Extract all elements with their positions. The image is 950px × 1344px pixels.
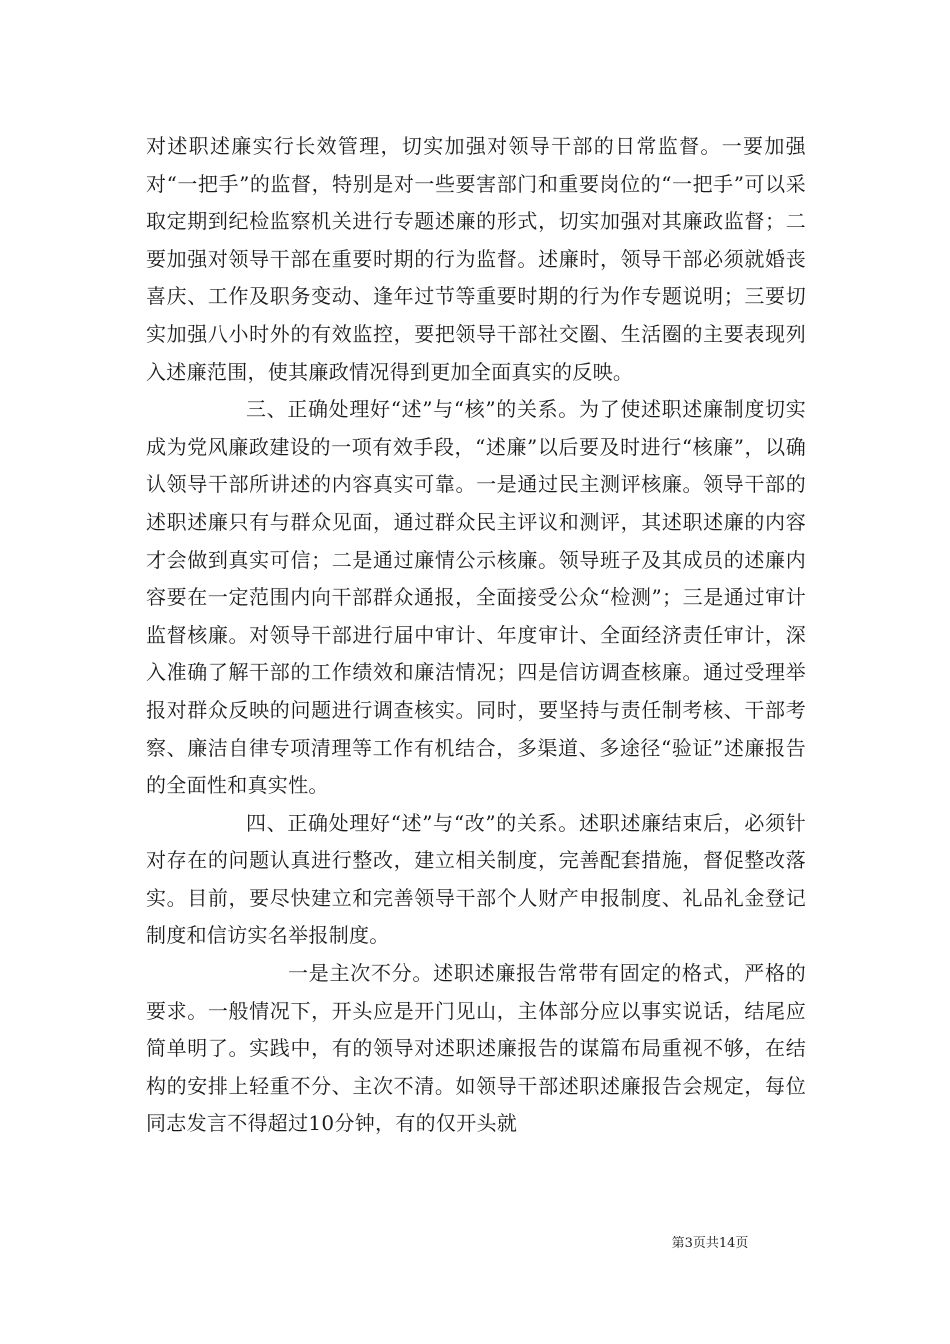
paragraph-section-three: 三、正确处理好“述”与“核”的关系。为了使述职述廉制度切实成为党风廉政建设的一项有效手段，“述廉”以后要及时进行“核廉”，以确认领导干部所讲述的内容真实可靠。一是通过民主测评核廉。领导干部的述职述廉只有与群众见面，通过群众民主评议和测评，其述职述廉的内容才会做到真实可信；二是通过廉情公示核廉。领导班子及其成员的述廉内容要在一定范围内向干部群众通报，全面接受公众“检测”；三是通过审计监督核廉。对领导干部进行届中审计、年度审计、全面经济责任审计，深入准确了解干部的工作绩效和廉洁情况；四是信访调查核廉。通过受理举报对群众反映的问题进行调查核实。同时，要坚持与责任制考核、干部考察、廉洁自律专项清理等工作有机结合，多渠道、多途径“验证”述廉报告的全面性和真实性。	[146, 397, 806, 798]
paragraph-main-secondary: 一是主次不分。述职述廉报告常带有固定的格式，严格的要求。一般情况下，开头应是开门见山，主体部分应以事实说话，结尾应简单明了。实践中，有的领导对述职述廉报告的谋篇布局重视不够，在结构的安排上轻重不分、主次不清。如领导干部述职述廉报告会规定，每位同志发言不得超过10分钟，有的仅开头就	[146, 961, 806, 1136]
document-body	[146, 128, 806, 1143]
paragraph-supervision: 对述职述廉实行长效管理，切实加强对领导干部的日常监督。一要加强对“一把手”的监督，特别是对一些要害部门和重要岗位的“一把手”可以采取定期到纪检监察机关进行专题述廉的形式，切实加强对其廉政监督；二要加强对领导干部在重要时期的行为监督。述廉时，领导干部必须就婚丧喜庆、工作及职务变动、逢年过节等重要时期的行为作专题说明；三要切实加强八小时外的有效监控，要把领导干部社交圈、生活圈的主要表现列入述廉范围，使其廉政情况得到更加全面真实的反映。	[146, 134, 806, 384]
paragraph-section-four: 四、正确处理好“述”与“改”的关系。述职述廉结束后，必须针对存在的问题认真进行整改，建立相关制度，完善配套措施，督促整改落实。目前，要尽快建立和完善领导干部个人财产申报制度、礼品礼金登记制度和信访实名举报制度。	[146, 810, 806, 948]
page-number-footer: 第3页共14页	[671, 1236, 749, 1251]
